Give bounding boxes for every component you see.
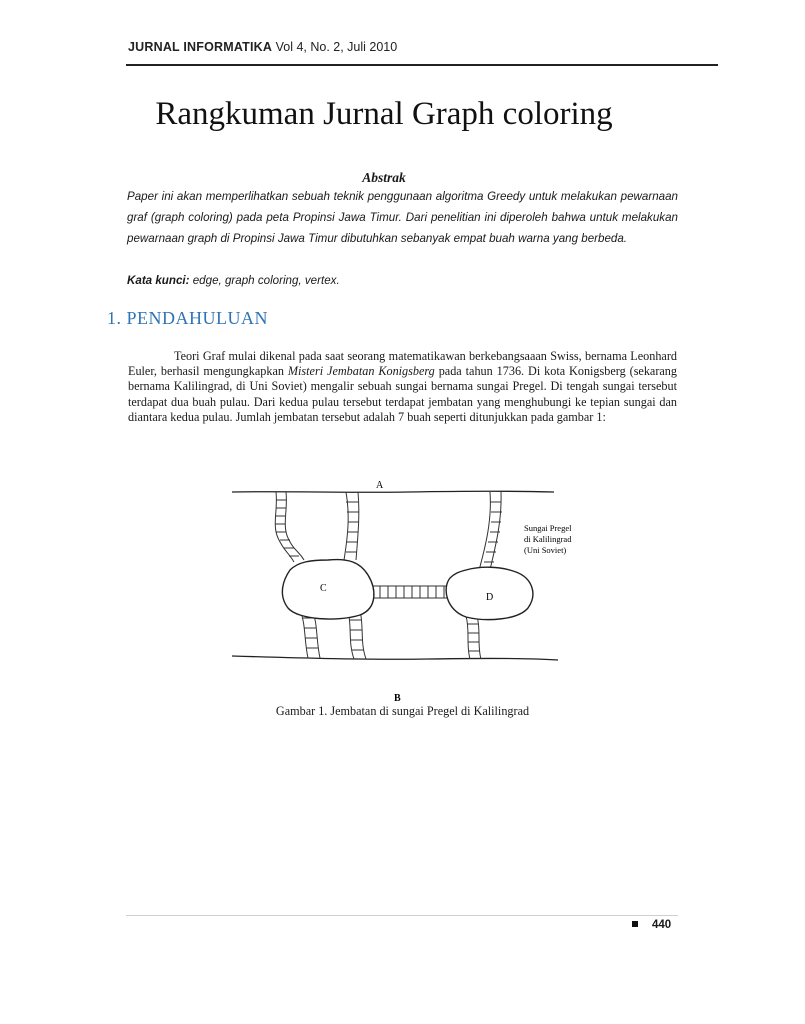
island-c — [282, 560, 374, 620]
bridge-c-top-left — [275, 492, 304, 562]
journal-issue: Vol 4, No. 2, Juli 2010 — [275, 40, 398, 54]
paper-title: Rangkuman Jurnal Graph coloring — [155, 96, 613, 132]
keywords-line — [127, 274, 687, 287]
bridge-c-top-right — [344, 492, 359, 560]
bridge-d-bottom — [466, 616, 481, 659]
keywords-label: Kata kunci: — [127, 274, 190, 287]
header-rule — [126, 64, 718, 66]
paragraph-text-2: pada tahun 1736. Di kota Konigsberg (sekarang bernama Kalilingrad, di Uni Soviet) mengalir sebuah sungai bernama sungai Pregel. Di tengah sungai tersebut terdapat dua buah pulau. Dari kedua pulau tersebut terdapat jembatan yang menghubungi ke tepian sungai dan diantara kedua pulau. Jumlah jembatan tersebut adalah 7 buah seperti ditunjukkan pada gambar 1: — [128, 364, 677, 424]
page-footer — [632, 919, 671, 931]
footer-rule — [126, 915, 678, 916]
label-b: B — [394, 693, 401, 704]
section-heading: 1. PENDAHULUAN — [107, 308, 268, 328]
page-number: 440 — [652, 919, 672, 931]
label-d: D — [486, 592, 494, 603]
konigsberg-bridge-figure — [228, 470, 572, 704]
bridge-c-d — [366, 586, 450, 598]
bridge-d-top — [478, 492, 502, 574]
label-c: C — [320, 583, 327, 594]
abstract-body: Paper ini akan memperlihatkan sebuah teknik penggunaan algoritma Greedy untuk melakukan pewarnaan graf (graph coloring) pada peta Propinsi Jawa Timur. Dari penelitian ini diperoleh bahwa untuk melakukan pewarnaan graph di Propinsi Jawa Timur dibutuhkan sebanyak empat buah warna yang berbeda. — [127, 190, 678, 245]
river-bank-top — [232, 491, 554, 492]
paragraph-text-1: Teori Graf mulai dikenal pada saat seorang matematikawan berkebangsaaan Swiss, bernama Leonhard Euler, berhasil mengungkapkan — [128, 349, 677, 379]
note-line-1: Sungai Pregel — [524, 523, 572, 533]
footer-bullet-icon — [632, 921, 638, 927]
journal-header — [128, 40, 397, 54]
figure-caption: Gambar 1. Jembatan di sungai Pregel di Kalilingrad — [275, 704, 530, 718]
label-a: A — [376, 480, 384, 491]
river-bank-bottom — [232, 656, 558, 660]
journal-name: JURNAL INFORMATIKA — [128, 40, 273, 54]
paragraph-italic-term: Misteri Jembatan Konigsberg — [287, 364, 435, 379]
keywords-text: edge, graph coloring, vertex. — [189, 274, 340, 287]
note-line-3: (Uni Soviet) — [524, 545, 567, 555]
abstract-heading: Abstrak — [362, 170, 406, 185]
section-paragraph — [128, 349, 677, 425]
note-line-2: di Kalilingrad — [524, 534, 572, 544]
